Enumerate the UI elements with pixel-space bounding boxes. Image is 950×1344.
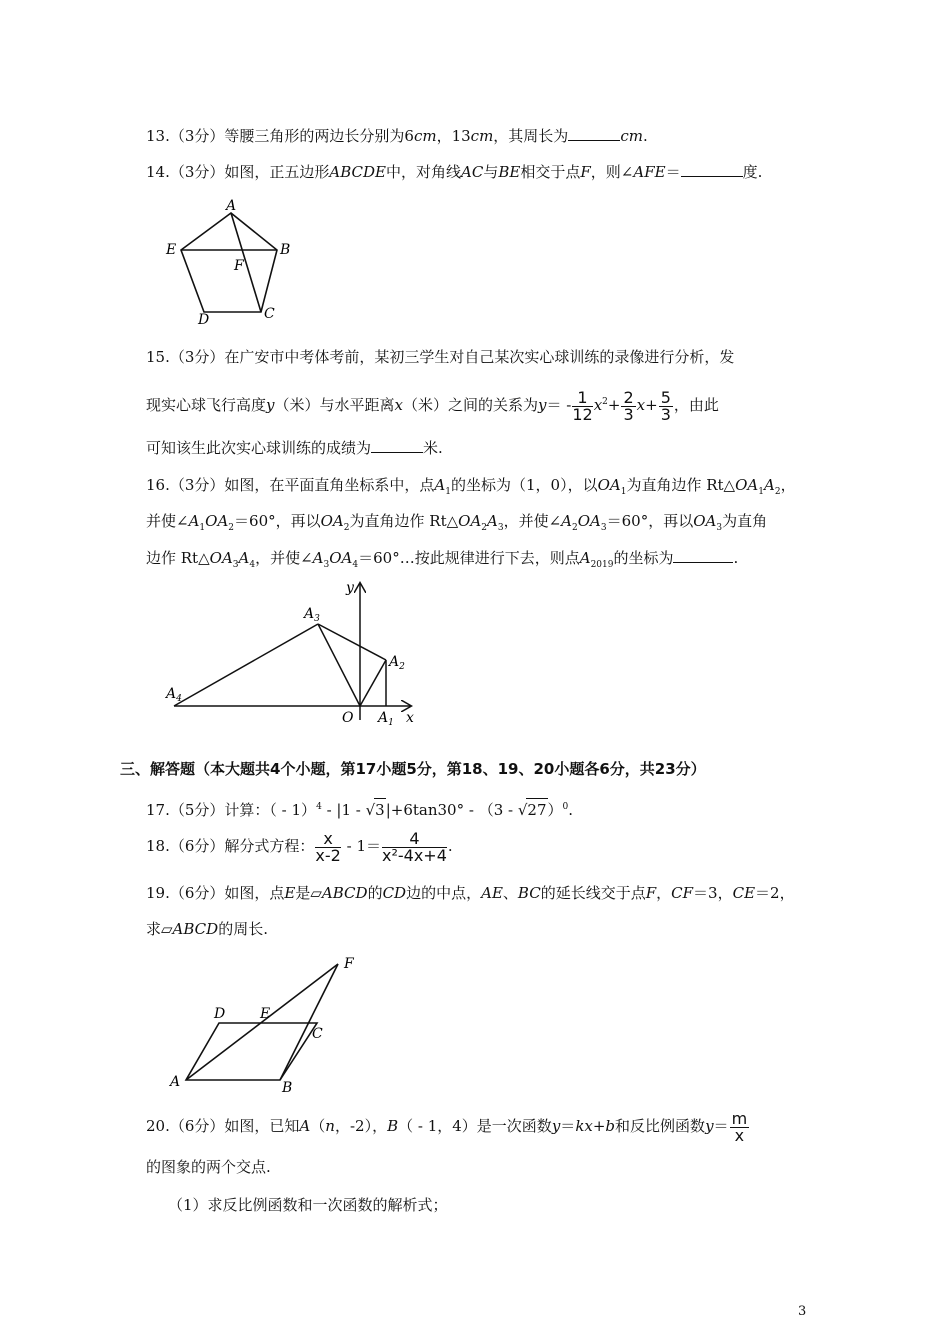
pentagon-shape <box>181 213 277 312</box>
fraction-1-12: $\frac{1}{12}$ <box>572 387 593 424</box>
label-d: D <box>198 312 210 328</box>
label-b: B <box>280 242 291 258</box>
segment-cf <box>280 964 338 1080</box>
page-number: 3 <box>798 1304 807 1319</box>
question-15-line2: 现实心球飞行高度y（米）与水平距离x（米）之间的关系为y＝ - $\frac{1}{12}$ $x^2+$ $\frac{2}{3}$ x+ $\frac{5}{3}$ ，由此 <box>146 387 719 424</box>
fraction-m-over-x: $\frac{m}{x}$ <box>731 1108 748 1145</box>
label-d: D <box>214 1006 226 1022</box>
fraction-x-over-x-2: $\frac{x}{x-2}$ <box>315 828 341 865</box>
segment-a3a2 <box>318 624 386 660</box>
segment-af <box>186 964 338 1080</box>
question-20-line2: 的图象的两个交点. <box>146 1158 271 1176</box>
label-f: F <box>234 258 244 274</box>
question-20-sub1: （1）求反比例函数和一次函数的解析式； <box>168 1196 448 1214</box>
parallelogram-shape <box>186 1023 317 1080</box>
question-19-line1: 19.（6分）如图，点E是▱ABCD的CD边的中点，AE、BC的延长线交于点F，CF＝3，CE＝2， <box>146 884 795 902</box>
answer-blank <box>568 124 620 141</box>
label-a3: $A_3$ <box>304 606 320 624</box>
pentagon-figure <box>160 196 320 328</box>
question-20-line1: 20.（6分）如图，已知A（n，-2），B（ - 1，4）是一次函数y＝kx+b和反比例函数y＝ $\frac{m}{x}$ <box>146 1108 748 1145</box>
label-a4: $A_4$ <box>166 686 182 704</box>
answer-blank <box>673 546 733 563</box>
parallelogram-figure <box>160 950 380 1096</box>
label-y: y <box>346 580 354 596</box>
answer-blank <box>371 436 423 453</box>
segment-a4a3 <box>174 624 318 706</box>
label-a1: $A_1$ <box>378 710 394 726</box>
answer-blank <box>681 160 743 177</box>
question-16-line3: 边作 $Rt\triangle OA_3A_4$，并使$\angle A_3OA_4=60^\circ\dots$按此规律进行下去，则点$A_{2019}$的坐标为 . <box>146 546 738 576</box>
question-16-line1: 16.（3分）如图，在平面直角坐标系中，点$A_1$的坐标为（1，0），以$OA_1$为直角边作 $Rt\triangle OA_1A_2$， <box>146 476 796 497</box>
label-b: B <box>282 1080 293 1096</box>
label-c: C <box>312 1026 323 1042</box>
label-o: O <box>342 710 354 726</box>
fraction-2-3: $\frac{2}{3}$ <box>623 387 634 424</box>
label-f: F <box>344 956 354 972</box>
section-3-heading: 三、解答题（本大题共4个小题，第17小题5分，第18、19、20小题各6分，共23分） <box>120 760 706 778</box>
question-18: 18.（6分）解分式方程： $\frac{x}{x-2}$ - 1＝ $\frac{4}{\text{x²-4x+4}}$ . <box>146 828 453 865</box>
question-13: 13.（3分）等腰三角形的两边长分别为6cm，13cm，其周长为 cm. <box>146 124 648 147</box>
question-16-line2: 并使$\angle A_1OA_2=60^\circ$，再以$OA_2$为直角边作 $Rt\triangle OA_2A_3$，并使$\angle A_2OA_3=60^\circ$，再以$OA_3$为直角 <box>146 512 768 533</box>
question-19-line2: 求▱ABCD的周长. <box>146 920 268 938</box>
question-15-line1: 15.（3分）在广安市中考体考前，某初三学生对自己某次实心球训练的录像进行分析，发 <box>146 348 735 366</box>
question-17: 17.（5分）计算：（ - 1）$^4$ - |1 - √3|+6tan30° - （3 - √27）$^0$. <box>146 796 573 821</box>
label-a: A <box>226 198 237 214</box>
label-e: E <box>166 242 177 258</box>
segment-oa3 <box>318 624 360 706</box>
label-c: C <box>264 306 275 322</box>
label-e: E <box>260 1006 271 1022</box>
question-15-line3: 可知该生此次实心球训练的成绩为 米. <box>146 436 443 459</box>
fraction-5-3: $\frac{5}{3}$ <box>660 387 671 424</box>
fraction-4-over-quadratic: $\frac{4}{\text{x²-4x+4}}$ <box>382 828 447 865</box>
question-14: 14.（3分）如图，正五边形ABCDE中，对角线AC与BE相交于点F，则∠AFE＝ 度. <box>146 160 762 183</box>
label-a2: $A_2$ <box>389 654 405 672</box>
coordinate-figure <box>160 574 430 726</box>
label-x: x <box>406 710 414 726</box>
label-a: A <box>170 1074 181 1090</box>
segment-oa2 <box>360 660 386 706</box>
